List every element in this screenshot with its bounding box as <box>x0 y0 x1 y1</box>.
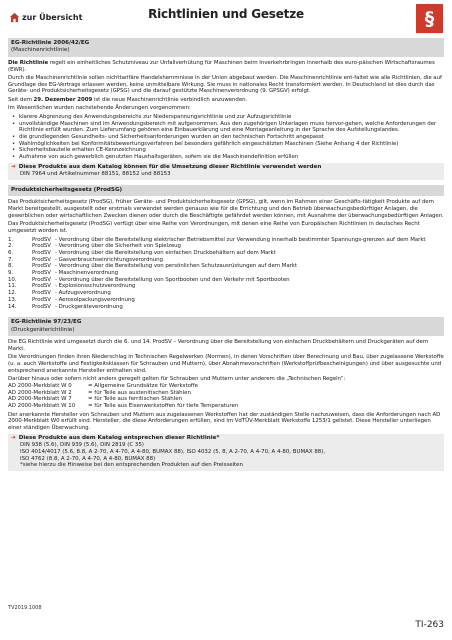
document-code: TV2019.1008 <box>8 605 42 611</box>
table-row: 6. ProdSV - Verordnung über die Bereitstellung von einfachen Druckbehältern auf dem Markt <box>8 249 276 256</box>
table-row: 14. ProdSV - Druckgeräteverordnung <box>8 303 123 310</box>
page-number: TI-263 <box>415 620 444 630</box>
table-row: AD 2000-Merkblatt W 7 = für Teile aus ferritischen Stählen <box>8 396 183 403</box>
catalog-note-line[interactable]: DIN 7964 und Artikelnummer 88151, 88152 und 88153 <box>20 171 171 178</box>
paragraph: Darüber hinaus oder sofern nicht anders geregelt gelten für Schrauben und Muttern unter anderem die „Technischen Regeln“: <box>8 376 346 383</box>
section-title: EG-Richtlinie 97/23/EG <box>11 319 82 326</box>
section-header-druckgeraterichtlinie <box>8 317 444 336</box>
table-row: 7. ProdSV - Gasverbrauchseinrichtungsverordnung <box>8 256 163 263</box>
paragraph: Die Verordnungen finden ihren Niederschlag in Technischen Regelwerken (Normen), in denen Vorschriften über Berechnung und Bau, über zugelassene Werkstoffe (u. a. auch Werkstoffe und Festigkeitsklassen für Schrauben und Muttern), über Abnahmevorschriften (Werkstoffprüfbescheinigungen) und über ausgesuchte und entsprechend anerkannte Hersteller enthalten sind. <box>8 354 444 374</box>
prodsv-table <box>8 237 426 311</box>
catalog-note-line[interactable]: ISO 4014/4017 (5.6, 8.8, A 2-70, A 4-70, A 4-80, BUMAX 88), ISO 4032 (5, 8, A 2-70, A 4-70, A 4-80, BUMAX 88), <box>20 449 326 456</box>
table-row: AD 2000-Merkblatt W 10 = für Teile aus Eisenwerkstoffen für tiefe Temperaturen <box>8 403 239 410</box>
table-row: 8. ProdSV - Verordnung über die Bereitstellung von persönlichen Schutzausrüstungen auf dem Markt <box>8 263 297 270</box>
list-item: • Aufnahme von auch gewerblich genutzten Haushaltsgeräten, sofern sie die Maschinendefinition erfüllen <box>19 154 444 161</box>
list-item: • unvollständige Maschinen sind im Anwendungsbereich mit aufgenommen. Aus den zugehörigen Unterlagen muss hervor-gehen, welche Anforderungen der Richtlinie erfüllt wurden. Zum Lieferumfang gehören eine Einbauerklärung und eine Montageanleitung in der Sprache des Aufstellungslandes. <box>19 121 444 134</box>
list-item: • Sicherheitsbauteile erhalten CE-Kennzeichnung <box>19 147 444 154</box>
paragraph: Seit dem 29. Dezember 2009 ist die neue Maschinenrichtlinie verbindlich anzuwenden. <box>8 96 248 103</box>
catalog-note-heading: Diese Produkte aus dem Katalog können für die Umsetzung dieser Richtlinie verwendet werden <box>18 164 322 171</box>
list-item: • die grundlegenden Gesundheits- und Sicherheitsanforderungen wurden an den technischen Fortschritt angepasst <box>19 134 444 141</box>
table-row: 13. ProdSV - Aerosolpackungsverordnung <box>8 296 135 303</box>
back-link-label: zur Übersicht <box>22 13 83 22</box>
catalog-note-box <box>8 434 444 471</box>
section-subtitle: (Druckgeräterichtlinie) <box>11 326 75 333</box>
section-subtitle: (Maschinenrichtlinie) <box>11 47 70 54</box>
main-content <box>8 38 444 476</box>
paragraph-icon: § <box>416 4 443 33</box>
section-header-prodsg <box>8 185 444 196</box>
paragraph: Im Wesentlichen wurden nachstehende Änderungen vorgenommen: <box>8 105 191 112</box>
table-row: 1. ProdSV - Verordnung über die Bereitstellung elektrischer Betriebsmittel zur Verwendung innerhalb bestimmter Spannungs-grenzen auf dem Markt <box>8 236 426 243</box>
table-row: AD 2000-Merkblatt W 2 = für Teile aus austenitischen Stählen <box>8 389 191 396</box>
arrow-right-icon: ➜ <box>11 435 16 442</box>
list-item: • Wahlmöglichkeiten bei Konformitätsbewertungsverfahren bei besonders gefährlich eingeschätzten Maschinen (Siehe Anhang 4 der Richtlinie) <box>19 141 444 148</box>
ad-merkblatt-table <box>8 383 238 410</box>
paragraph: Der anerkannte Hersteller von Schrauben und Muttern aus zugelassenen Werkstoffen hat der zuständigen Stelle nachzuweisen, dass die Anforderungen nach AD 2000-Merkblatt W0 erfüllt sind. Hersteller, die diese Anforderungen erfüllen, sind im VdTÜV-Merkblatt Werkstoffe 1253/1 gelistet. Diese Hersteller unterliegen einer ständigen Überwachung. <box>8 411 441 432</box>
table-row: 11. ProdSV - Explosionsschutzverordnung <box>8 283 136 290</box>
paragraph: Die EG Richtlinie wird umgesetzt durch die 6. und 14. ProdSV – Verordnung über die Bereitstellung von einfachen Druckbehältern und Druckgeräten auf dem Markt. <box>8 339 429 352</box>
list-item: • klarere Abgrenzung des Anwendungsbereichs zur Niederspannungsrichtlinie und zur Aufzugsrichtlinie <box>19 114 444 121</box>
page-title: Richtlinien und Gesetze <box>148 7 304 21</box>
section-header-maschinenrichtlinie <box>8 38 444 57</box>
table-row: 10. ProdSV - Verordnung über die Bereitstellung von Sportbooten und den Verkehr mit Sportbooten <box>8 276 290 283</box>
paragraph: Durch die Maschinenrichtlinie sollen nichttarifäre Handelshemmnisse in der Union abgebaut werden. Die Maschinenrichtlinie ent-faltet wie alle Richtlinien, die auf Grundlage des EG-Vertrags erlassen werden, keine unmittelbare Wirkung. Sie muss in nationales Recht transformiert werden. In Deutschland ist dies durch das Geräte- und Produktsicherheitsgesetz (GPSG) und die darauf gestützte Maschinenverordnung (9. GPSGV) erfolgt. <box>8 75 442 95</box>
table-row: 2. ProdSV - Verordnung über die Sicherheit von Spielzeug <box>8 243 181 250</box>
catalog-note-heading: Diese Produkte aus dem Katalog entsprechen dieser Richtlinie* <box>18 435 220 442</box>
paragraph: Die Richtlinie regelt ein einheitliches Schutzniveau zur Unfallverhütung für Maschinen beim Inverkehrbringen innerhalb des euro-päischen Wirtschaftsraumes (EWR). <box>8 59 435 73</box>
section-title: Produktsicherheitsgesetz (ProdSG) <box>11 187 123 194</box>
page-header <box>0 0 452 34</box>
catalog-note-line[interactable]: DIN 938 (5.6), DIN 939 (5.6), DIN 2819 (C 35) <box>20 442 144 449</box>
table-row: AD 2000-Merkblatt W 0 = Allgemeine Grundsätze für Werkstoffe <box>8 382 199 389</box>
changes-list <box>8 114 444 161</box>
catalog-note-box <box>8 163 444 180</box>
table-row: 9. ProdSV - Maschinenverordnung <box>8 270 119 277</box>
arrow-right-icon: ➜ <box>11 164 16 171</box>
catalog-note-line[interactable]: ISO 4762 (8.8, A 2-70, A 4-70, A 4-80, BUMAX 88) <box>20 455 156 462</box>
paragraph: Das Produktsicherheitsgesetz (ProdSG) verfügt über eine Reihe von Verordnungen, mit denen eine Reihe von Europäischen Richtlinien in deutsches Recht umgesetzt worden ist. <box>8 221 420 235</box>
catalog-footnote: *siehe hierzu die Hinweise bei den entsprechenden Produkten auf den Preisseiten <box>20 462 243 469</box>
section-title: EG-Richtlinie 2006/42/EG <box>11 40 90 46</box>
paragraph: Das Produktsicherheitsgesetz (ProdSG), früher Geräte- und Produktsicherheitsgesetz (GPSG), gilt, wenn im Rahmen einer Geschäfts-tätigkeit Produkte auf dem Markt bereitgestellt, ausgestellt oder erstmals verwendet werden genauso wie für die Errichtung und den Betrieb überwachungsbedürftiger Anlagen, die gewerblichen oder wirtschaftlichen Zwecken dienen oder durch die Beschäftigte gefährdet werden können, mit Ausnahme der überwachungsbedürftigen Anlagen. <box>8 199 444 219</box>
table-row: 12. ProdSV - Aufzugsverordnung <box>8 290 111 297</box>
